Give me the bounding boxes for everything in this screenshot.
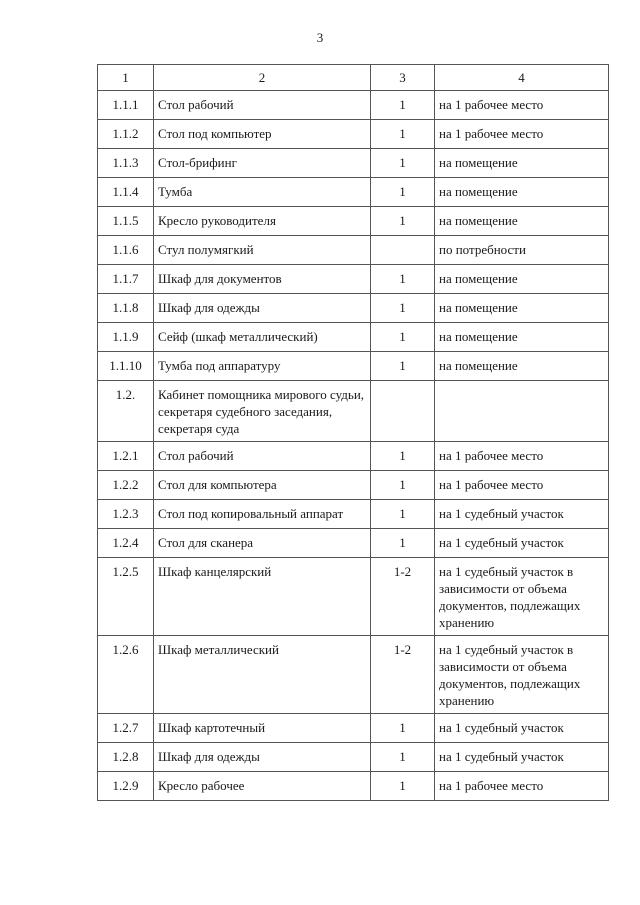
row-number: 1.1.2 [98, 120, 154, 149]
header-col-3: 3 [371, 65, 435, 91]
row-norm: на 1 судебный участок в зависимости от объема документов, подлежащих хранению [435, 558, 609, 636]
row-number: 1.2.5 [98, 558, 154, 636]
row-item-name: Шкаф для одежды [154, 294, 371, 323]
row-norm: на 1 судебный участок [435, 529, 609, 558]
row-quantity: 1 [371, 120, 435, 149]
table-row [98, 529, 609, 558]
table-row [98, 91, 609, 120]
header-col-1: 1 [98, 65, 154, 91]
row-norm: на 1 рабочее место [435, 91, 609, 120]
table-row [98, 120, 609, 149]
table-row [98, 149, 609, 178]
row-quantity [371, 236, 435, 265]
table-row [98, 471, 609, 500]
row-norm: по потребности [435, 236, 609, 265]
row-item-name: Кресло руководителя [154, 207, 371, 236]
row-quantity: 1 [371, 352, 435, 381]
table-row [98, 352, 609, 381]
row-quantity: 1-2 [371, 636, 435, 714]
row-item-name: Кабинет помощника мирового судьи, секретаря судебного заседания, секретаря суда [154, 381, 371, 442]
row-quantity: 1 [371, 178, 435, 207]
row-quantity: 1 [371, 265, 435, 294]
row-item-name: Стол под компьютер [154, 120, 371, 149]
row-item-name: Стол-брифинг [154, 149, 371, 178]
row-quantity: 1 [371, 529, 435, 558]
row-quantity [371, 381, 435, 442]
furniture-table [97, 64, 609, 801]
row-norm: на помещение [435, 207, 609, 236]
row-item-name: Стул полумягкий [154, 236, 371, 265]
row-number: 1.2.7 [98, 714, 154, 743]
header-col-2: 2 [154, 65, 371, 91]
row-number: 1.2.3 [98, 500, 154, 529]
row-quantity: 1 [371, 323, 435, 352]
row-quantity: 1 [371, 743, 435, 772]
row-item-name: Тумба под аппаратуру [154, 352, 371, 381]
row-item-name: Шкаф для одежды [154, 743, 371, 772]
row-norm: на 1 судебный участок [435, 714, 609, 743]
row-number: 1.2.2 [98, 471, 154, 500]
row-number: 1.2.4 [98, 529, 154, 558]
row-quantity: 1 [371, 91, 435, 120]
row-item-name: Сейф (шкаф металлический) [154, 323, 371, 352]
table-row [98, 236, 609, 265]
row-number: 1.1.8 [98, 294, 154, 323]
row-norm: на 1 судебный участок [435, 743, 609, 772]
row-quantity: 1 [371, 500, 435, 529]
row-quantity: 1 [371, 442, 435, 471]
table-body [98, 65, 609, 801]
row-norm: на помещение [435, 352, 609, 381]
table-row [98, 178, 609, 207]
row-norm: на 1 судебный участок в зависимости от объема документов, подлежащих хранению [435, 636, 609, 714]
header-col-4: 4 [435, 65, 609, 91]
row-norm: на 1 рабочее место [435, 471, 609, 500]
row-quantity: 1 [371, 149, 435, 178]
row-norm: на 1 судебный участок [435, 500, 609, 529]
row-number: 1.1.7 [98, 265, 154, 294]
table-row [98, 743, 609, 772]
row-item-name: Стол под копировальный аппарат [154, 500, 371, 529]
row-quantity: 1 [371, 772, 435, 801]
row-number: 1.1.3 [98, 149, 154, 178]
table-row [98, 772, 609, 801]
page-number: 3 [316, 30, 324, 45]
row-number: 1.1.5 [98, 207, 154, 236]
row-item-name: Тумба [154, 178, 371, 207]
row-number: 1.1.9 [98, 323, 154, 352]
row-item-name: Шкаф картотечный [154, 714, 371, 743]
row-item-name: Стол рабочий [154, 442, 371, 471]
table-row [98, 323, 609, 352]
table-row [98, 207, 609, 236]
table-header-row [98, 65, 609, 91]
table-row [98, 636, 609, 714]
row-quantity: 1 [371, 207, 435, 236]
row-number: 1.1.1 [98, 91, 154, 120]
row-item-name: Стол рабочий [154, 91, 371, 120]
table-row [98, 714, 609, 743]
row-item-name: Шкаф для документов [154, 265, 371, 294]
row-quantity: 1 [371, 714, 435, 743]
row-norm: на 1 рабочее место [435, 120, 609, 149]
row-norm: на помещение [435, 294, 609, 323]
table-row [98, 442, 609, 471]
row-norm [435, 381, 609, 442]
row-item-name: Кресло рабочее [154, 772, 371, 801]
row-norm: на 1 рабочее место [435, 772, 609, 801]
row-norm: на 1 рабочее место [435, 442, 609, 471]
row-item-name: Стол для компьютера [154, 471, 371, 500]
row-number: 1.2.6 [98, 636, 154, 714]
table-row [98, 294, 609, 323]
table-row [98, 500, 609, 529]
row-quantity: 1 [371, 294, 435, 323]
row-number: 1.2.8 [98, 743, 154, 772]
row-item-name: Шкаф металлический [154, 636, 371, 714]
row-number: 1.1.10 [98, 352, 154, 381]
row-quantity: 1-2 [371, 558, 435, 636]
row-number: 1.2.9 [98, 772, 154, 801]
row-norm: на помещение [435, 265, 609, 294]
row-norm: на помещение [435, 178, 609, 207]
table-row [98, 558, 609, 636]
table-row [98, 381, 609, 442]
row-number: 1.1.4 [98, 178, 154, 207]
row-number: 1.1.6 [98, 236, 154, 265]
row-quantity: 1 [371, 471, 435, 500]
table-row [98, 265, 609, 294]
row-norm: на помещение [435, 323, 609, 352]
row-number: 1.2.1 [98, 442, 154, 471]
row-item-name: Стол для сканера [154, 529, 371, 558]
row-item-name: Шкаф канцелярский [154, 558, 371, 636]
row-norm: на помещение [435, 149, 609, 178]
row-number: 1.2. [98, 381, 154, 442]
